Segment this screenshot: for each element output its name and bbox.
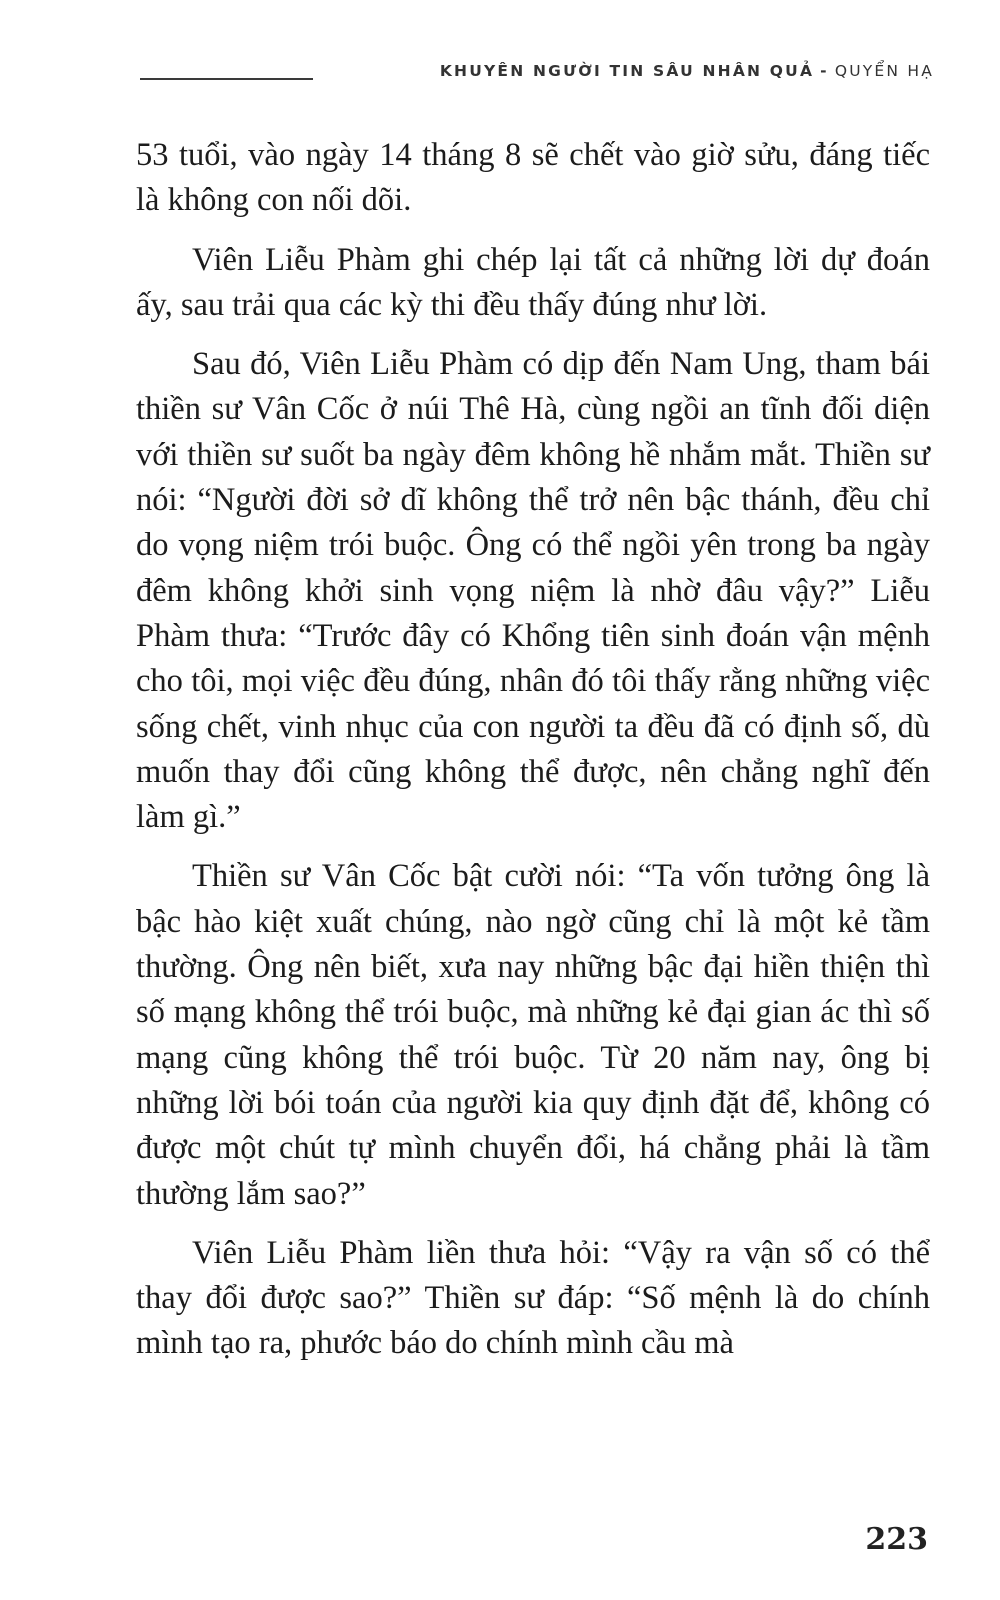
volume-label: QUYỂN HẠ xyxy=(834,62,934,80)
header-rule xyxy=(140,78,313,80)
paragraph-2: Viên Liễu Phàm ghi chép lại tất cả những lời dự đoán ấy, sau trải qua các kỳ thi đều thấy đúng như lời. xyxy=(136,241,930,323)
paragraph-1: 53 tuổi, vào ngày 14 tháng 8 sẽ chết vào giờ sửu, đáng tiếc là không con nối dõi. xyxy=(136,137,930,219)
book-title: KHUYÊN NGƯỜI TIN SÂU NHÂN QUẢ xyxy=(439,62,815,80)
running-head xyxy=(440,62,934,80)
body-text xyxy=(136,133,930,1381)
paragraph-4: Thiền sư Vân Cốc bật cười nói: “Ta vốn tưởng ông là bậc hào kiệt xuất chúng, nào ngờ cũng chỉ là một kẻ tầm thường. Ông nên biết, xưa nay những bậc đại hiền thiện thì số mạng không thể trói buộc, mà những kẻ đại gian ác thì số mạng cũng không thể trói buộc. Từ 20 năm nay, ông bị những lời bói toán của người kia quy định đặt để, không có được một chút tự mình chuyển đổi, há chẳng phải là tầm thường lắm sao?” xyxy=(136,858,930,1212)
paragraph-5: Viên Liễu Phàm liền thưa hỏi: “Vậy ra vận số có thể thay đổi được sao?” Thiền sư đáp: “Số mệnh là do chính mình tạo ra, phước báo do chính mình cầu mà xyxy=(136,1234,930,1362)
header-separator: - xyxy=(820,62,829,80)
paragraph-3: Sau đó, Viên Liễu Phàm có dịp đến Nam Ung, tham bái thiền sư Vân Cốc ở núi Thê Hà, cùng ngồi an tĩnh đối diện với thiền sư suốt ba ngày đêm không hề nhắm mắt. Thiền sư nói: “Người đời sở dĩ không thể trở nên bậc thánh, đều chỉ do vọng niệm trói buộc. Ông có thể ngồi yên trong ba ngày đêm không khởi sinh vọng niệm là nhờ đâu vậy?” Liễu Phàm thưa: “Trước đây có Khổng tiên sinh đoán vận mệnh cho tôi, mọi việc đều đúng, nhân đó tôi thấy rằng những việc sống chết, vinh nhục của con người ta đều đã có định số, dù muốn thay đổi cũng không thể được, nên chẳng nghĩ đến làm gì.” xyxy=(136,346,930,836)
page-number: 223 xyxy=(865,1522,928,1557)
